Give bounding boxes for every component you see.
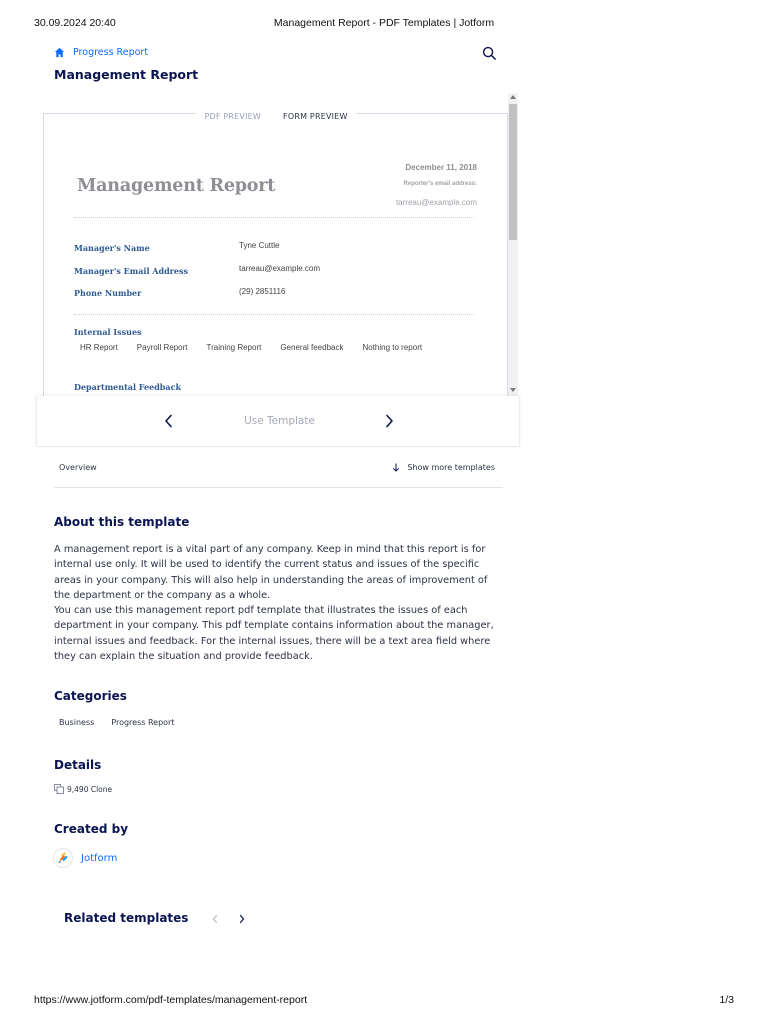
preview-document	[43, 113, 508, 397]
details-clone-count	[54, 784, 112, 794]
doc-reporter-email: tarreau@example.com	[395, 198, 477, 207]
about-paragraph: A management report is a vital part of any company. Keep in mind that this report is for internal use only. It will be used to identify the current status and issues of the specific areas in your company. This will also help in understanding the areas of improvement of the department or the company as a whole.	[54, 544, 488, 601]
print-url: https://www.jotform.com/pdf-templates/management-report	[34, 994, 308, 1006]
field-value-manager-email: tarreau@example.com	[239, 264, 321, 273]
chevron-left-icon[interactable]	[211, 914, 219, 924]
scroll-up-arrow[interactable]	[510, 95, 516, 99]
print-page-number: 1/3	[719, 994, 734, 1006]
issue-option[interactable]: Payroll Report	[136, 343, 188, 352]
about-paragraph: You can use this management report pdf template that illustrates the issues of each department in your company. This pdf template contains information about the manager, internal issues and feedback. For the internal issues, there will be a text area field where they can explain the situation and provide feedback.	[54, 605, 494, 663]
show-more-templates-link[interactable]	[392, 463, 495, 472]
field-value-phone: (29) 2851116	[239, 287, 286, 296]
category-business[interactable]: Business	[59, 718, 95, 727]
doc-reporter-label: Reporter's email address:	[403, 181, 477, 187]
use-template-bar	[36, 396, 520, 447]
template-preview	[36, 93, 520, 447]
issue-option[interactable]: HR Report	[80, 343, 118, 352]
issue-option[interactable]: Training Report	[206, 343, 262, 352]
chevron-right-icon[interactable]	[383, 414, 395, 428]
internal-issues-options	[80, 343, 422, 352]
preview-scrollbar[interactable]	[508, 93, 518, 397]
preview-tabs	[196, 93, 356, 115]
creator-link-jotform[interactable]: Jotform	[81, 852, 118, 864]
issue-option[interactable]: Nothing to report	[362, 343, 423, 352]
created-by-heading: Created by	[54, 822, 129, 836]
home-icon[interactable]	[54, 47, 65, 58]
template-subnav	[54, 460, 503, 488]
overview-link[interactable]: Overview	[59, 463, 97, 472]
field-label-manager-email: Manager's Email Address	[74, 266, 188, 276]
category-progress-report[interactable]: Progress Report	[111, 718, 175, 727]
about-heading: About this template	[54, 515, 190, 529]
show-more-label: Show more templates	[407, 463, 495, 472]
breadcrumb-link-progress-report[interactable]: Progress Report	[73, 47, 149, 58]
print-datetime: 30.09.2024 20:40	[34, 17, 116, 29]
jotform-logo-icon	[53, 848, 73, 868]
field-value-manager-name: Tyne Cuttle	[239, 241, 280, 250]
about-text	[54, 542, 504, 664]
chevron-right-icon[interactable]	[238, 914, 246, 924]
search-icon[interactable]	[482, 46, 497, 61]
scroll-thumb[interactable]	[509, 104, 517, 240]
use-template-button[interactable]: Use Template	[244, 415, 315, 427]
doc-date: December 11, 2018	[405, 163, 477, 172]
arrow-down-icon	[392, 463, 400, 472]
breadcrumb	[54, 47, 148, 58]
departmental-feedback-label: Departmental Feedback	[74, 382, 181, 392]
page-title: Management Report	[54, 67, 199, 82]
clone-count: 9,490 Clone	[67, 784, 113, 794]
chevron-left-icon[interactable]	[163, 414, 175, 428]
tab-pdf-preview[interactable]	[204, 112, 261, 115]
scroll-down-arrow[interactable]	[510, 388, 516, 392]
doc-divider	[74, 217, 474, 218]
category-list	[59, 718, 174, 727]
details-heading: Details	[54, 758, 102, 772]
clone-icon	[54, 784, 64, 794]
related-templates-heading: Related templates	[64, 911, 189, 925]
creator	[53, 848, 117, 868]
issue-option[interactable]: General feedback	[280, 343, 344, 352]
field-label-manager-name: Manager's Name	[74, 243, 150, 253]
doc-title: Management Report	[77, 176, 276, 196]
print-title: Management Report - PDF Templates | Jotform	[273, 17, 495, 29]
field-label-phone: Phone Number	[74, 288, 142, 298]
categories-heading: Categories	[54, 689, 127, 703]
doc-divider	[74, 314, 474, 315]
tab-form-preview[interactable]	[283, 112, 348, 115]
internal-issues-label: Internal Issues	[74, 327, 142, 337]
